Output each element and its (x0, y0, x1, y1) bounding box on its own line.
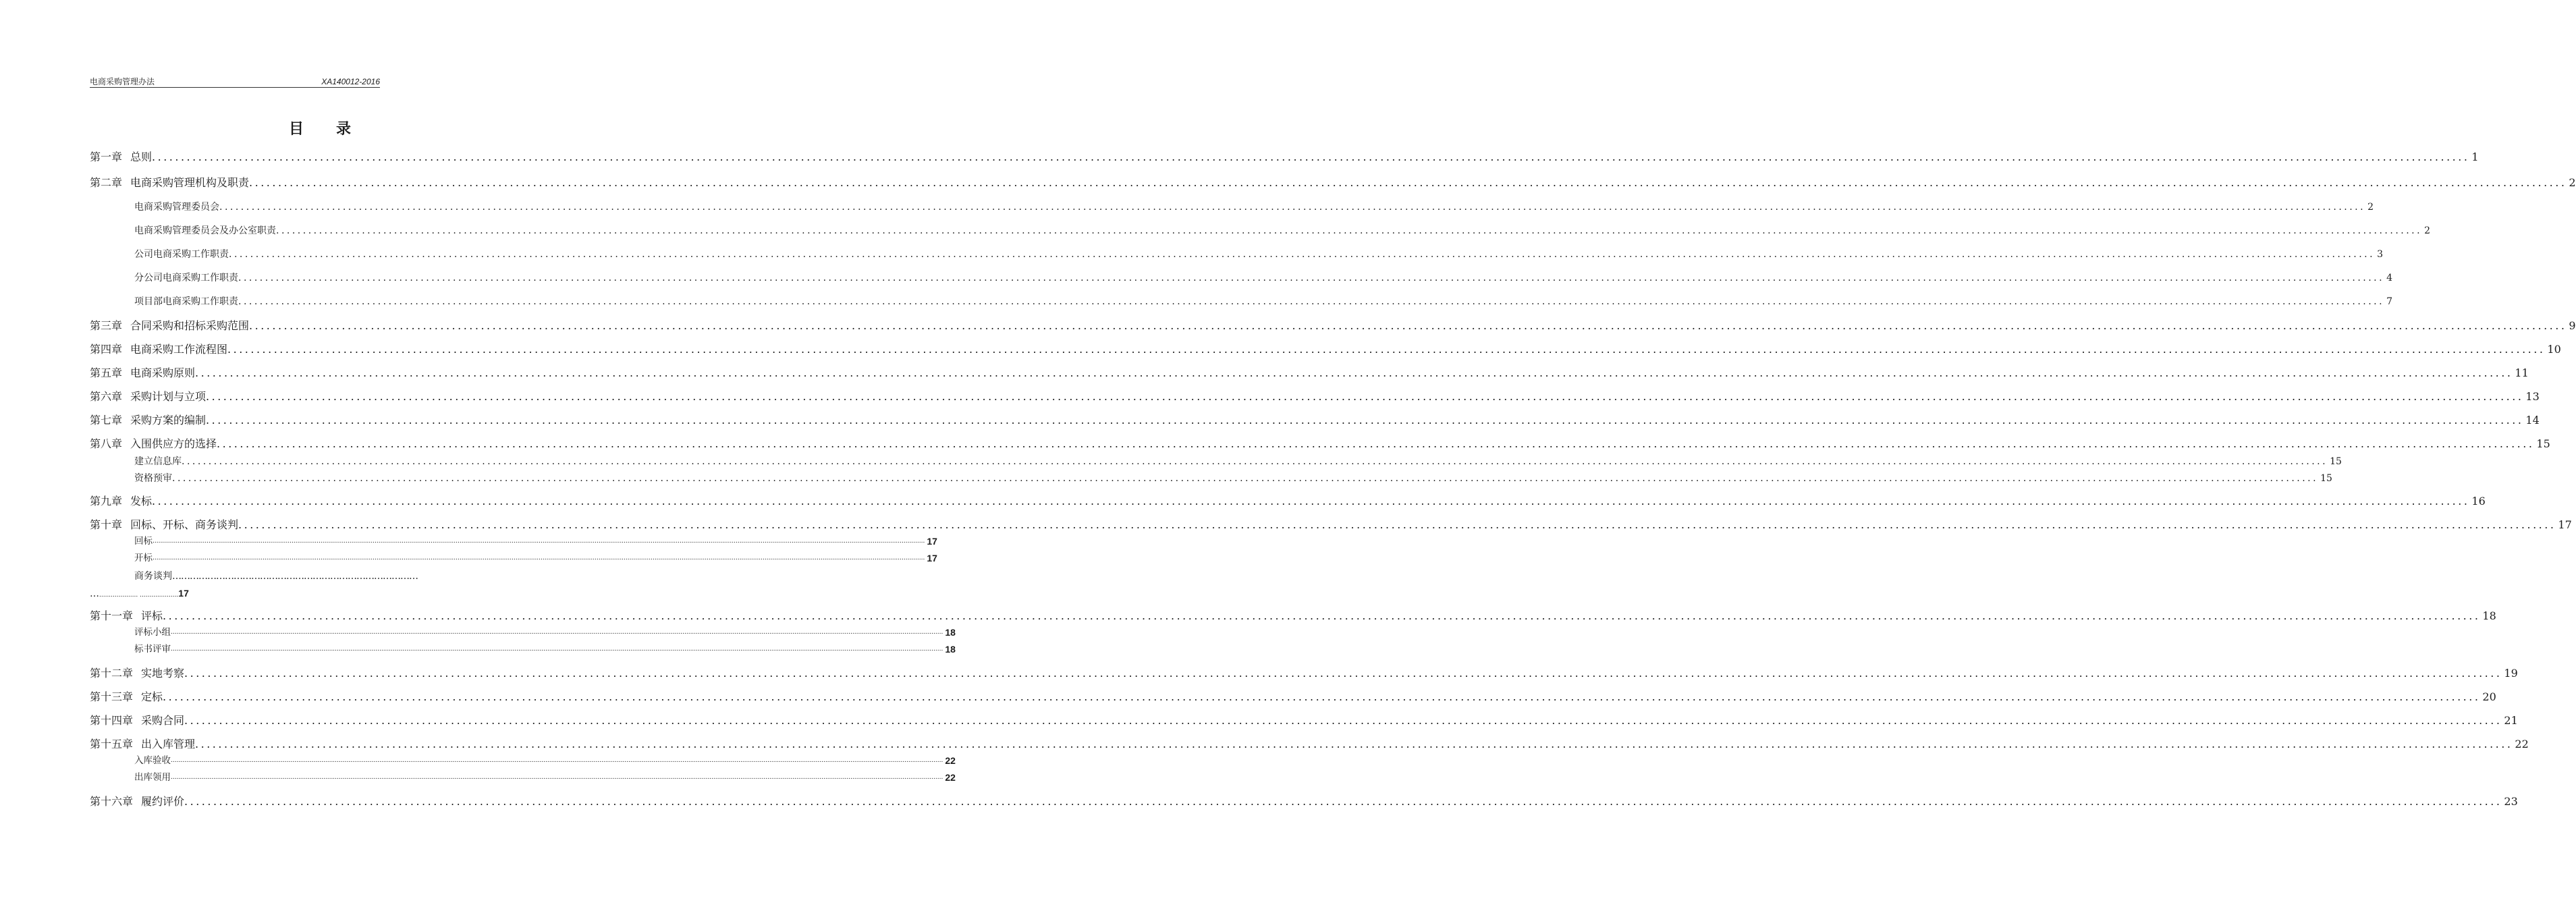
entry-text: 电商采购管理委员会 (134, 202, 219, 213)
page-number: 18 (2482, 609, 2496, 622)
entry-text: 电商采购原则 (130, 366, 196, 379)
chapter-label: 第一章 (90, 150, 123, 163)
page-header (90, 76, 380, 88)
toc-entry-ch8[interactable] (90, 437, 2550, 451)
page-number: 17 (178, 588, 189, 599)
toc-entry-ch3[interactable] (90, 319, 2576, 333)
chapter-label: 第十章 (90, 518, 123, 531)
toc-entry-ch6[interactable] (90, 389, 2540, 404)
chapter-label: 第六章 (90, 390, 123, 403)
dot-leader: ................................................................................................................................................................................................................................................................................................................................................................................................................ (171, 629, 943, 636)
toc-entry-ch4[interactable] (90, 342, 2561, 357)
dot-leader: ................................................................................................................................................................................................................................................................................................................................................................................................................ (229, 249, 2376, 260)
entry-text: 入库验收 (134, 755, 171, 766)
page-number: 20 (2482, 690, 2496, 703)
toc-entry-s8b[interactable] (134, 472, 2332, 485)
dot-leader: ................................................................................................................................................................................................................................................................................................................................................................................................................ (182, 456, 2328, 467)
page-number: 18 (945, 627, 956, 638)
chapter-label: 第十三章 (90, 690, 134, 703)
entry-text: 资格预审 (134, 473, 172, 484)
toc-entry-s10a[interactable] (134, 535, 937, 547)
dot-leader: ................................................................................................................................................................................................................................................................................................................................................................................................................ (276, 225, 2423, 236)
toc-entry-s10c-continued[interactable] (90, 586, 189, 603)
page-number: 11 (2515, 366, 2529, 379)
entry-text: 评标小组 (134, 627, 171, 638)
page-number: 16 (2471, 495, 2486, 507)
dot-leader: ................................................................................................................................................................................................................................................................................................................................................................................................................ (184, 667, 2502, 680)
page-number: 17 (927, 536, 937, 547)
entry-text: 电商采购管理委员会及办公室职责 (134, 225, 276, 236)
chapter-label: 第五章 (90, 366, 123, 379)
toc-entry-s8a[interactable] (134, 455, 2342, 468)
page-number: 15 (2320, 473, 2332, 484)
toc-entry-ch15[interactable] (90, 737, 2529, 752)
page-number: 3 (2377, 249, 2383, 260)
page-number: 4 (2386, 273, 2392, 283)
toc-entry-s2e[interactable] (134, 295, 2392, 308)
entry-text: 采购合同 (141, 714, 185, 727)
dot-leader: ................................................................................................................................................................................................................................................................................................................................................................................................................ (171, 646, 943, 653)
dot-leader: ................................................................................................................................................................................................................................................................................................................................................................................................................ (249, 319, 2567, 332)
page-number: 22 (945, 755, 956, 766)
chapter-label: 第七章 (90, 414, 123, 427)
dot-leader: ................................................................................................................................................................................................................................................................................................................................................................................................................ (195, 366, 2513, 379)
toc-entry-s2b[interactable] (134, 224, 2430, 238)
page-number: 18 (945, 644, 956, 655)
toc-entry-s2a[interactable] (134, 200, 2374, 214)
toc-entry-s10c[interactable] (134, 569, 566, 584)
toc-entry-s15a[interactable] (134, 754, 956, 767)
dot-leader: ................................................................................................................................................................................................................................................................................................................................................................................................................ (171, 774, 943, 781)
entry-text: 标书评审 (134, 644, 171, 655)
dot-leader: ................................................................................................................................................................................................................................................................................................................................................................................................................ (219, 202, 2366, 213)
page-number: 23 (2504, 795, 2518, 808)
toc-entry-ch14[interactable] (90, 713, 2518, 728)
entry-text: 出入库管理 (141, 738, 196, 750)
toc-entry-ch2[interactable] (90, 175, 2576, 190)
toc-entry-s15b[interactable] (134, 771, 956, 784)
dot-leader: ................................................................................................................................................................................................................................................................................................................................................................................................................ (206, 390, 2524, 403)
dot-leader: ................................................................................................................................................................................................................................................................................................................................................................................................................ (238, 296, 2385, 307)
entry-text: 回标、开标、商务谈判 (130, 518, 239, 531)
dot-leader: ................................................................................................................................................................................................................................................................................................................................................................................................................ (195, 738, 2513, 750)
toc-entry-ch5[interactable] (90, 366, 2529, 381)
page-number: 7 (2386, 296, 2392, 307)
toc-entry-s11b[interactable] (134, 643, 956, 655)
header-title: 电商采购管理办法 (90, 77, 155, 86)
entry-text: 定标 (141, 690, 163, 703)
dot-leader: ................................................................................................................................................................................................................................................................................................................................................................................................................ (152, 150, 2470, 163)
page-number: 22 (2515, 738, 2529, 750)
entry-text: 电商采购工作流程图 (130, 343, 228, 356)
dot-leader: ................................................................................................................................................................................................................................................................................................................................................................................................................ (217, 437, 2535, 450)
page-number: 13 (2525, 390, 2540, 403)
entry-text: 总则 (130, 150, 153, 163)
entry-text: 回标 (134, 536, 153, 547)
page-number: 17 (2558, 518, 2572, 531)
dot-leader: ................................................................................................................................................................................................................................................................................................................................................................................................................ (163, 609, 2481, 622)
chapter-label: 第九章 (90, 495, 123, 507)
toc-entry-ch16[interactable] (90, 794, 2518, 809)
entry-text: 合同采购和招标采购范围 (130, 319, 250, 332)
chapter-label: 第三章 (90, 319, 123, 332)
dot-leader: ................................................................................................................................................................................................................................................................................................................................................................................................................ (206, 414, 2524, 427)
toc-entry-s11a[interactable] (134, 626, 956, 638)
chapter-label: 第十六章 (90, 795, 134, 808)
page-number: 22 (945, 772, 956, 783)
ellipsis-leader: ………………………………………………………………………… (172, 571, 418, 582)
chapter-label: 第八章 (90, 437, 123, 450)
toc-entry-s10b[interactable] (134, 552, 937, 564)
dot-leader: ................................................................................................................................................................................................................................................................................................................................................................................................................ (153, 555, 925, 561)
entry-text: 发标 (130, 495, 153, 507)
toc-entry-s2d[interactable] (134, 271, 2392, 285)
toc-title-char-2: 录 (336, 120, 353, 138)
dot-leader: ................................................................................................................................................................................................................................................................................................................................................................................................................ (171, 757, 943, 764)
toc-title-char-1: 目 (288, 120, 305, 138)
entry-text: 履约评价 (141, 795, 185, 808)
entry-text: 实地考察 (141, 667, 185, 680)
page-number: 9 (2569, 319, 2576, 332)
chapter-label: 第十二章 (90, 667, 134, 680)
toc-title (0, 117, 641, 138)
page-number: 2 (2569, 176, 2576, 189)
entry-text: 项目部电商采购工作职责 (134, 296, 238, 307)
page-number: 17 (927, 553, 937, 564)
entry-text: 入围供应方的选择 (130, 437, 217, 450)
chapter-label: 第十一章 (90, 609, 134, 622)
header-code: XA140012-2016 (321, 77, 380, 86)
page-number: 15 (2536, 437, 2550, 450)
dot-leader: ................................................................................................................................................................................................................................................................................................................................................................................................................ (153, 538, 925, 545)
dot-leader: ................................................................................................................................................................................................................................................................................................................................................................................................................ (152, 495, 2470, 507)
chapter-label: 第十四章 (90, 714, 134, 727)
entry-text: 公司电商采购工作职责 (134, 249, 229, 260)
entry-text: 采购计划与立项 (130, 390, 207, 403)
entry-text: 评标 (141, 609, 163, 622)
toc-entry-ch9[interactable] (90, 494, 2486, 509)
chapter-label: 第四章 (90, 343, 123, 356)
dot-leader: ................................................................................................................................................................................................................................................................................................................................................................................................................ (238, 518, 2556, 531)
chapter-label: 第二章 (90, 176, 123, 189)
toc-entry-ch7[interactable] (90, 413, 2540, 428)
dot-leader: ................................................................................................................................................................................................................................................................................................................................................................................................................ (163, 690, 2481, 703)
page-number: 14 (2525, 414, 2540, 427)
toc-entry-s2c[interactable] (134, 248, 2383, 261)
entry-text: 分公司电商采购工作职责 (134, 273, 238, 283)
dot-leader: ................................................................................................................................................................................................................................................................................................................................................................................................................ (172, 473, 2319, 484)
entry-text: 开标 (134, 553, 153, 564)
dot-leader: .................... .................... (99, 592, 179, 599)
page-number: 2 (2424, 225, 2430, 236)
page-number: 2 (2367, 202, 2374, 213)
entry-text: 出库领用 (134, 772, 171, 783)
entry-text: 商务谈判 (134, 571, 172, 582)
page-number: 10 (2547, 343, 2561, 356)
page-number: 1 (2471, 150, 2479, 163)
page-number: 21 (2504, 714, 2518, 727)
dot-leader: ................................................................................................................................................................................................................................................................................................................................................................................................................ (249, 176, 2567, 189)
dot-leader: ................................................................................................................................................................................................................................................................................................................................................................................................................ (184, 795, 2502, 808)
dot-leader: ................................................................................................................................................................................................................................................................................................................................................................................................................ (227, 343, 2546, 356)
dot-leader: ................................................................................................................................................................................................................................................................................................................................................................................................................ (238, 273, 2385, 283)
toc-entry-ch12[interactable] (90, 666, 2518, 681)
ellipsis-leader-continued: … (90, 588, 99, 599)
dot-leader: ................................................................................................................................................................................................................................................................................................................................................................................................................ (184, 714, 2502, 727)
toc-entry-ch11[interactable] (90, 609, 2496, 624)
page-number: 19 (2504, 667, 2518, 680)
toc-entry-ch1[interactable] (90, 150, 2479, 165)
page-number: 15 (2330, 456, 2342, 467)
entry-text: 采购方案的编制 (130, 414, 207, 427)
entry-text: 建立信息库 (134, 456, 182, 467)
entry-text: 电商采购管理机构及职责 (130, 176, 250, 189)
toc-entry-ch13[interactable] (90, 690, 2496, 705)
chapter-label: 第十五章 (90, 738, 134, 750)
toc-entry-ch10[interactable] (90, 518, 2572, 532)
